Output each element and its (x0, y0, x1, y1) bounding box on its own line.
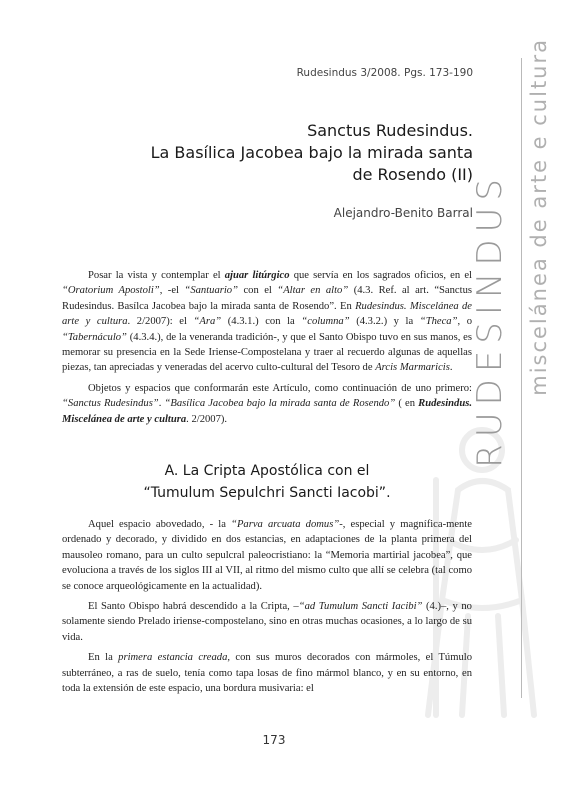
section-heading-line-2: “Tumulum Sepulchri Sancti Iacobi”. (143, 485, 391, 501)
section-heading-line-1: A. La Cripta Apostólica con el (164, 463, 370, 479)
page-number: 173 (262, 733, 286, 747)
section-paragraph-3: En la primera estancia creada, con sus muros decorados con mármoles, el Túmulo subterráneo, a ras de suelo, tenía como tapa losas de fino mármol blanco, y en su entorno, en toda la extensión de este espacio, una bordura musivaria: el (62, 652, 473, 695)
article-title-line-1: Sanctus Rudesindus. (307, 121, 473, 140)
section-paragraph-2: El Santo Obispo habrá descendido a la Cripta, –“ad Tumulum Sancti Iacibi” (4.)–, y no solamente siendo Prelado iriense-compostelano, sino en otras muchas ocasiones, a lo largo de su vida. (62, 601, 472, 643)
article-title-line-2: La Basílica Jacobea bajo la mirada santa (150, 143, 473, 162)
margin-rule (521, 58, 522, 698)
section-heading (62, 460, 472, 504)
article-author: Alejandro-Benito Barral (333, 206, 473, 220)
journal-reference: Rudesindus 3/2008. Pgs. 173-190 (296, 67, 473, 79)
section-text (62, 517, 472, 696)
intro-paragraph-1: Posar la vista y contemplar el ajuar litúrgico que servía en los sagrados oficios, en el “Oratorium Apostoli”, -el “Santuario” con el “Altar en alto” (4.3. Ref. al art. “Sanctus Rudesindus. Basílca Jacobea bajo la mirada santa de Rosendo”. En Rudesindus. Miscelánea de arte y cultura. 2/2007): el “Ara” (4.3.1.) con la “columna” (4.3.2.) y la “Theca”, o “Tabernáculo” (4.3.4.), de la veneranda tradición-, y que el Santo Obispo tuvo en sus manos, es memorar su presencia en la Sede Iriense-Compostelana y traer al recuerdo algunas de aquellas piezas, tan apreciadas y veneradas del acervo culto-cultural del Tesoro de Arcis Marmaricis. (62, 270, 473, 374)
journal-vertical-subtitle: miscelánea de arte e cultura (527, 38, 551, 396)
journal-vertical-title: RUDESINDUS (470, 172, 510, 468)
intro-paragraph-2: Objetos y espacios que conformarán este Artículo, como continuación de uno primero: “Sanctus Rudesindus”. “Basílica Jacobea bajo la mirada santa de Rosendo” ( en Rudesindus. Miscelánea de arte y cultura. 2/2007). (62, 382, 473, 425)
intro-text (62, 268, 472, 427)
section-paragraph-1: Aquel espacio abovedado, - la “Parva arcuata domus”-, especial y magnífica-mente ordenado y decorado, y dividido en dos estancias, en adaptaciones de la planta primera del mausoleo romano, para un culto sepulcral paleocristiano: la “Memoria martirial jacobea”, que evoluciona a través de los siglos III al VII, al ritmo del mismo culto que allí se celebra (tal como se conoce arqueológicamente en la actualidad). (62, 519, 472, 592)
article-title (133, 120, 473, 186)
article-title-line-3: de Rosendo (II) (352, 165, 473, 184)
